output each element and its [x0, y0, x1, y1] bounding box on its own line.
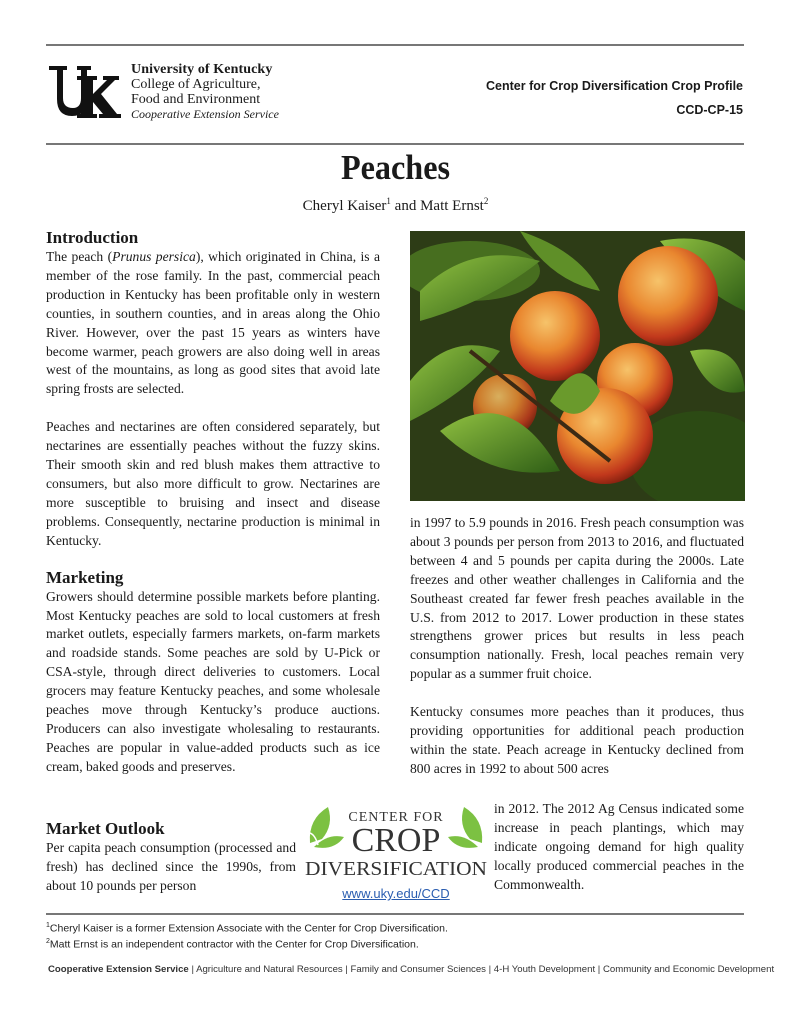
outlook-section	[46, 819, 296, 896]
species-name: Prunus persica	[112, 249, 196, 264]
left-column	[46, 228, 380, 777]
authors	[0, 196, 791, 215]
university-name	[131, 62, 279, 122]
leaf-right-icon	[448, 807, 482, 848]
footnote-1-text: Cheryl Kaiser is a former Extension Associate with the Center for Crop Diversification.	[49, 922, 448, 935]
peaches-photo	[410, 231, 745, 501]
uk-logo	[47, 64, 121, 120]
author-2: Matt Ernst	[420, 198, 484, 214]
outlook-heading: Market Outlook	[46, 819, 165, 838]
marketing-heading: Marketing	[46, 567, 124, 587]
ccd-line-2: CROP	[351, 822, 441, 859]
footnote-1	[46, 922, 448, 935]
kentucky-paragraph: Kentucky consumes more peaches than it produces, thus providing opportunities for additional peach production within the state. Peach acreage in Kentucky declined from 800 acres in 1992 to about 500 acres	[410, 704, 744, 776]
college-line: College of Agriculture,	[131, 77, 261, 92]
ccd-line-3: DIVERSIFICATION	[305, 858, 487, 880]
marketing-paragraph: Growers should determine possible markets before planting. Most Kentucky peaches are sold to local customers at fresh market outlets, especially farmers markets, on-farm markets and roadside stands. Some peaches are sold by U-Pick or CSA-style, through direct deliveries to customers. Local grocers may feature Kentucky peaches, and some wholesale peaches move through Kentucky’s produce auctions. Producers can also investigate wholesaling to restaurants. Peaches are popular in value-added products such as ice cream, baked goods and preserves.	[46, 588, 380, 774]
ccd-url-link[interactable]: www.uky.edu/CCD	[342, 886, 450, 901]
intro-paragraph-2: Peaches and nectarines are often considered separately, but nectarines are essentially peaches without the fuzzy skins. Their smooth skin and red blush makes them attractive to consumers, but also more difficult to grow. Nectarines are more susceptible to bruising and insect and disease problems. Consequently, nectarine production is minimal in Kentucky.	[46, 419, 380, 548]
page-title: Peaches	[340, 148, 451, 187]
kentucky-paragraph-continued: in 2012. The 2012 Ag Census indicated some increase in peach plantings, which may indicate ongoing demand for high quality locally produced commercial peaches in the Commonwealth.	[494, 801, 744, 892]
leaf-left-icon	[306, 807, 344, 848]
footnote-2	[46, 938, 419, 951]
footnote-1-mark: 1	[46, 922, 50, 929]
ccd-logo	[304, 803, 488, 899]
ccd-line-1: CENTER FOR	[348, 810, 444, 825]
profile-header	[486, 74, 743, 122]
right-column	[410, 514, 744, 779]
intro-heading: Introduction	[46, 228, 139, 247]
intro-paragraph-1: The peach (Prunus persica), which originated in China, is a member of the rose family. In the past, commercial peach production in Kentucky has been profitable only in western counties, in southern counties, and in areas along the Ohio River. However, over the past 15 years as winters have become warmer, peach growers are also doing well in areas west of the mountains, as long as good sites that avoid late spring frosts are selected.	[46, 249, 380, 397]
college-line-2: Food and Environment	[131, 92, 261, 107]
author-1: Cheryl Kaiser	[302, 198, 387, 214]
footer-program-areas	[48, 964, 774, 975]
footnote-rule	[46, 913, 744, 915]
extension-service-line: Cooperative Extension Service	[131, 107, 279, 121]
profile-code: CCD-CP-15	[676, 103, 743, 117]
author-1-note: 1	[386, 196, 391, 206]
outlook-paragraph-start: Per capita peach consumption (processed and fresh) has declined since the 1990s, from about 10 pounds per person	[46, 840, 296, 893]
footnote-2-mark: 2	[46, 938, 50, 945]
footer-items: | Agriculture and Natural Resources | Family and Consumer Sciences | 4-H Youth Development | Community and Economic Development	[191, 964, 775, 975]
footnote-2-text: Matt Ernst is an independent contractor with the Center for Crop Diversification.	[49, 938, 419, 951]
header-rule	[46, 143, 744, 145]
outlook-paragraph-continued: in 1997 to 5.9 pounds in 2016. Fresh peach consumption was about 3 pounds per person from 2013 to 2016, and fluctuated between 4 and 5 pounds per capita during the 2000s. Late freezes and other weather challenges in California and the Southeast created far fewer fresh peaches available in the U.S. from 2012 to 2017. Lower production in these states strengthens grower prices but results in less peach consumption nationally. Fresh, local peaches remain very popular as a summer fruit choice.	[410, 515, 744, 682]
university-line: University of Kentucky	[131, 62, 273, 77]
author-2-note: 2	[483, 196, 489, 206]
footer-lead: Cooperative Extension Service	[48, 964, 189, 975]
profile-title: Center for Crop Diversification Crop Profile	[486, 79, 743, 93]
authors-conjunction: and	[390, 198, 421, 214]
top-rule	[46, 44, 744, 46]
kentucky-paragraph-continued-block	[494, 800, 744, 895]
